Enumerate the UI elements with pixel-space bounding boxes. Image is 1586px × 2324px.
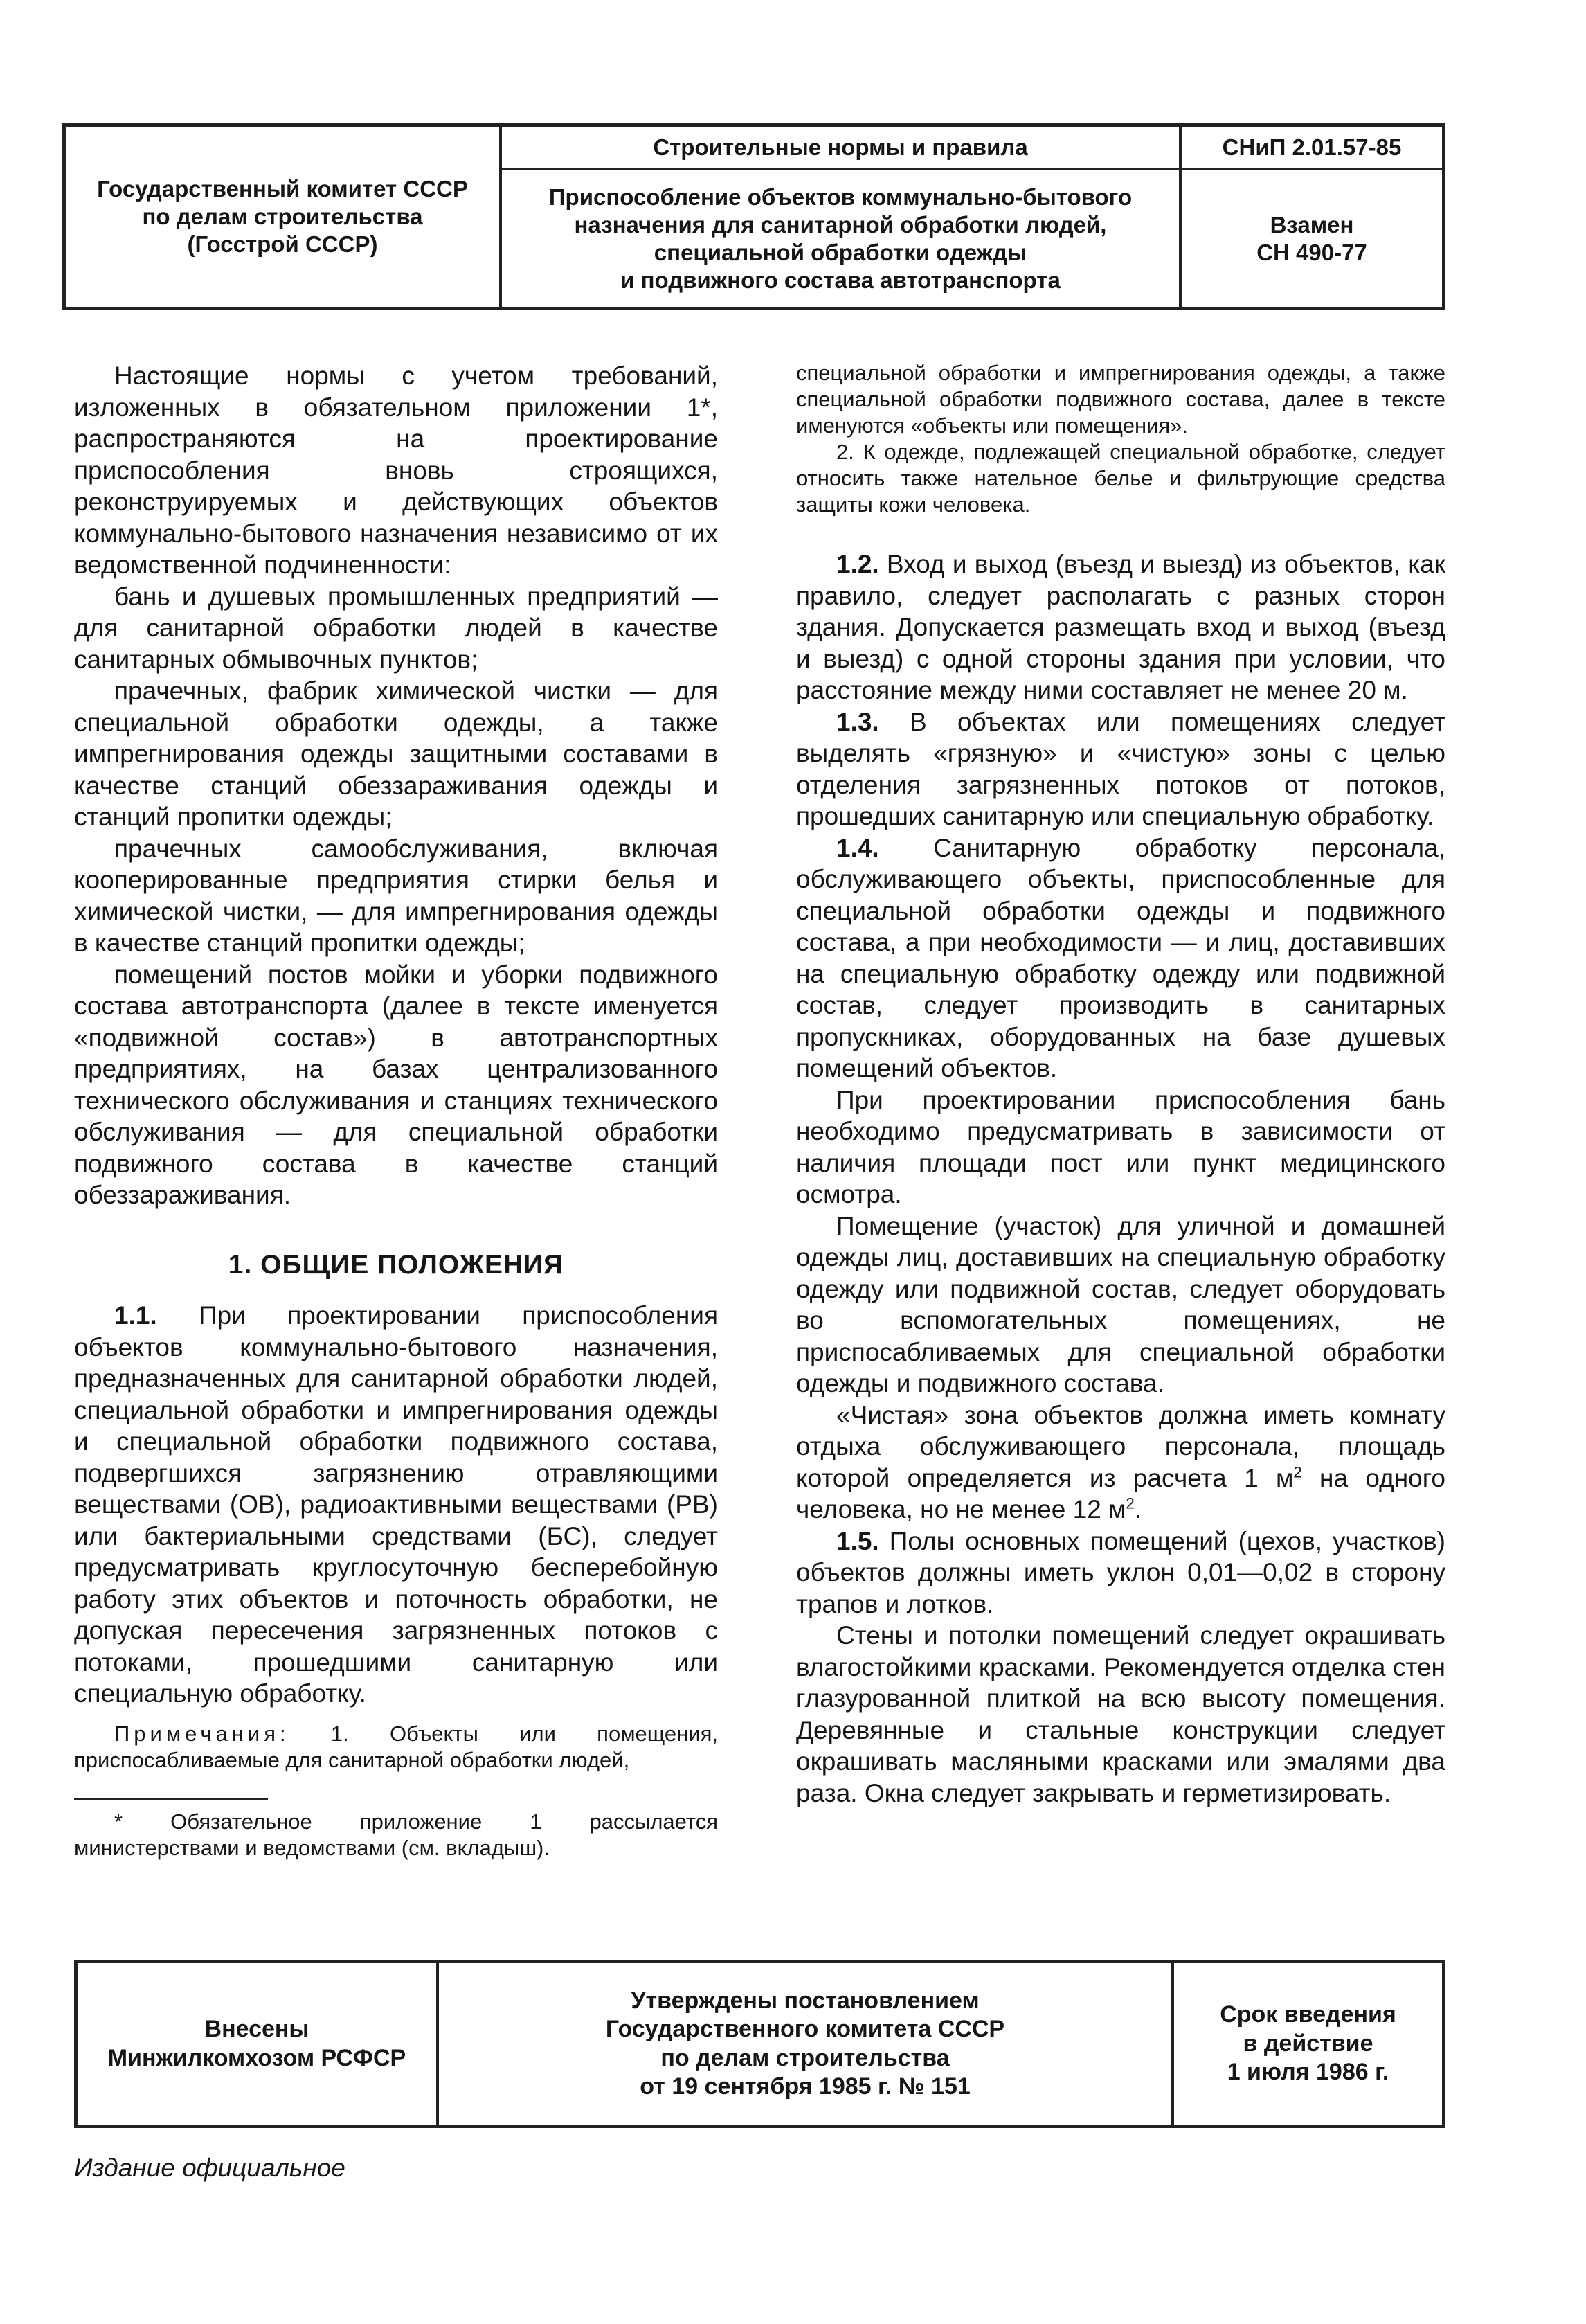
object-item: помещений постов мойки и уборки подвижного состава автотранспорта (далее в тексте именуется «подвижной состав») в автотранспортных предприятиях, на базах централизованного технического обслуживания и станциях технического обслуживания — для специальной обработки подвижного состава в качестве станций обеззараживания. [74, 960, 718, 1209]
paragraph-text: на одного человека, но не менее 12 м [796, 1463, 1445, 1523]
note-text: 1. Объекты или помещения, приспосабливаемые для санитарной обработки людей, [74, 1721, 718, 1772]
paragraph-text: Помещение (участок) для уличной и домашней одежды лиц, доставивших на специальную обработку одежду или подвижной состав, следует оборудовать во вспомогательных помещениях, не приспосабливаемых для специальной обработки одежды и подвижного состава. [796, 1211, 1445, 1397]
superscript: 2 [1126, 1494, 1135, 1512]
left-column [74, 360, 718, 1861]
footer-submitted: Внесены Минжилкомхозом РСФСР [107, 2016, 406, 2071]
paragraph-text: При проектировании приспособления объектов коммунально-бытового назначения, предназначенных для санитарной обработки людей, специальной обработки и импрегнирования одежды и специальной обработки подвижного состава, подвергшихся загрязнению отравляющими веществами (ОВ), радиоактивными веществами (РВ) или бактериальными средствами (БС), следует предусматривать круглосуточную бесперебойную работу этих объектов и поточность обработки, не допуская пересечения загрязненных потоков с потоками, прошедшими санитарную или специальную обработку. [74, 1301, 718, 1708]
footer-table [74, 1960, 1445, 2128]
section-title: 1. ОБЩИЕ ПОЛОЖЕНИЯ [228, 1249, 564, 1280]
intro-paragraph: Настоящие нормы с учетом требований, изложенных в обязательном приложении 1*, распространяются на проектирование приспособления вновь строящихся, реконструируемых и действующих объектов коммунально-бытового назначения независимо от их ведомственной подчиненности: [74, 361, 718, 579]
notes-label: Примечания: [114, 1721, 290, 1746]
paragraph-1-1 [74, 1300, 718, 1710]
paragraph-text: «Чистая» зона объектов должна иметь комнату отдыха обслуживающего персонала, площадь которой определяется из расчета 1 м [796, 1400, 1445, 1492]
paragraph-text: . [1134, 1495, 1142, 1523]
paragraph-text: В объектах или помещениях следует выделять «грязную» и «чистую» зоны с целью отделения загрязненных потоков от потоков, прошедших санитарную или специальную обработку. [796, 707, 1446, 830]
notes [74, 1721, 718, 1773]
object-item: прачечных самообслуживания, включая кооперированные предприятия стирки белья и химической чистки, — для импрегнирования одежды в качестве станций пропитки одежды; [74, 834, 718, 957]
object-item: бань и душевых промышленных предприятий — для санитарной обработки людей в качестве санитарных обмывочных пунктов; [74, 582, 718, 674]
right-column [796, 360, 1445, 1809]
rest-room-paragraph [796, 1400, 1445, 1526]
footnote-rule [74, 1798, 268, 1800]
object-item: прачечных, фабрик химической чистки — для специальной обработки одежды, а также импрегнирования одежды защитными составами в качестве станций обеззараживания одежды и станций пропитки одежды; [74, 677, 718, 831]
edition-label: Издание официальное [74, 2154, 345, 2182]
header-org: Государственный комитет СССР по делам строительства (Госстрой СССР) [97, 175, 468, 258]
paragraph-1-5 [796, 1526, 1445, 1620]
footnote: * Обязательное приложение 1 рассылается министерствами и ведомствами (см. вкладыш). [74, 1809, 718, 1860]
paragraph-text: Санитарную обработку персонала, обслуживающего объекты, приспособленные для специальной обработки одежды и подвижного состава, а при необходимости — и лиц, доставивших на специальную обработку одежду или подвижной состав, следует производить в санитарных пропускниках, оборудованных на базе душевых помещений объектов. [796, 833, 1445, 1082]
footer-approved: Утверждены постановлением Государственного комитета СССР по делам строительства от 19 сентября 1985 г. № 151 [605, 1987, 1005, 2100]
header-title: Приспособление объектов коммунально-бытового назначения для санитарной обработки людей, специальной обработки одежды и подвижного состава автотранспорта [548, 184, 1133, 294]
header-doc-type: Строительные нормы и правила [653, 134, 1028, 160]
note-continuation: специальной обработки и импрегнирования одежды, а также специальной обработки подвижного состава, далее в тексте именуются «объекты или помещения». [796, 361, 1445, 438]
header-divider [502, 168, 1442, 170]
paragraph-number: 1.4. [836, 833, 879, 862]
paragraph-1-3 [796, 706, 1445, 832]
paragraph-number: 1.1. [114, 1301, 157, 1330]
paragraph-text: При проектировании приспособления бань необходимо предусматривать в зависимости от наличия площади пост или пункт медицинского осмотра. [796, 1085, 1445, 1208]
header-code: СНиП 2.01.57-85 [1222, 134, 1402, 160]
paragraph-number: 1.5. [836, 1526, 879, 1555]
footer-effective: Срок введения в действие 1 июля 1986 г. [1220, 2001, 1396, 2086]
header-replaces: Взамен СН 490-77 [1256, 211, 1367, 265]
paragraph-1-2 [796, 548, 1445, 706]
paragraph-text: Вход и выход (въезд и выезд) из объектов, как правило, следует располагать с разных сторон здания. Допускается размещать вход и выход (въезд и выезд) с одной стороны здания при условии, что расстояние между ними составляет не менее 20 м. [796, 550, 1445, 704]
paragraph-text: Стены и потолки помещений следует окрашивать влагостойкими красками. Рекомендуется отделка стен глазурованной плиткой на всю высоту помещения. Деревянные и стальные конструкции следует окрашивать масляными красками или эмалями два раза. Окна следует закрывать и герметизировать. [796, 1621, 1445, 1807]
note-2: 2. К одежде, подлежащей специальной обработке, следует относить также нательное белье и фильтрующие средства защиты кожи человека. [796, 440, 1445, 517]
paragraph-1-4 [796, 832, 1445, 1084]
paragraph-number: 1.2. [836, 550, 879, 578]
header-table [62, 123, 1445, 310]
paragraph-text: Полы основных помещений (цехов, участков) объектов должны иметь уклон 0,01—0,02 в сторону трапов и лотков. [796, 1526, 1445, 1618]
paragraph-number: 1.3. [836, 707, 879, 736]
superscript: 2 [1293, 1463, 1302, 1481]
